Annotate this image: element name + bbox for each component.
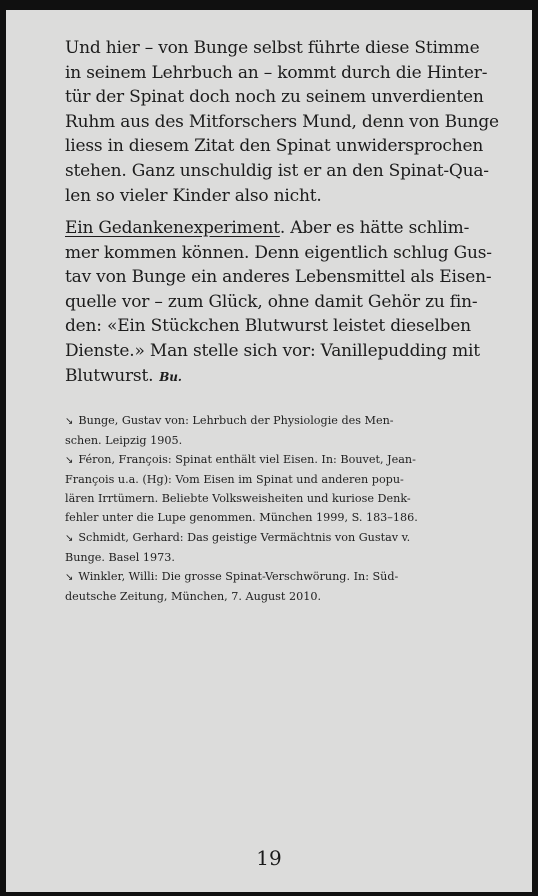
text-line xyxy=(65,216,492,241)
text-line: François u.a. (Hg): Vom Eisen im Spinat und anderen popu- xyxy=(65,473,404,487)
reference-item xyxy=(65,567,418,606)
section-heading: Ein Gedankenexperiment xyxy=(65,218,280,238)
book-page xyxy=(6,10,532,892)
text-line: Dienste.» Man stelle sich vor: Vanillepudding mit xyxy=(65,340,480,361)
text-line xyxy=(65,364,492,390)
text-line: lären Irrtümern. Beliebte Volksweisheiten und kuriose Denk- xyxy=(65,492,411,506)
paragraph-2 xyxy=(65,216,492,389)
text-line: fehler unter die Lupe genommen. München 1999, S. 183–186. xyxy=(65,511,418,525)
text-line: den: «Ein Stückchen Blutwurst leistet dieselben xyxy=(65,316,471,337)
text-line: schen. Leipzig 1905. xyxy=(65,434,183,448)
page-number: 19 xyxy=(256,846,282,870)
text-line: stehen. Ganz unschuldig ist er an den Spinat-Qua- xyxy=(65,160,489,181)
text-line: tav von Bunge ein anderes Lebensmittel als Eisen- xyxy=(65,267,492,288)
text-line: mer kommen können. Denn eigentlich schlug Gus- xyxy=(65,242,492,263)
text-fragment: . Aber es hätte schlim- xyxy=(279,218,470,238)
paragraph-1 xyxy=(65,36,499,208)
arrow-icon: ↘ xyxy=(65,416,74,427)
references-list xyxy=(65,411,418,606)
arrow-icon: ↘ xyxy=(65,455,74,467)
text-line: in seinem Lehrbuch an – kommt durch die Hinter- xyxy=(65,62,488,83)
arrow-icon: ↘ xyxy=(65,571,74,583)
text-line: quelle vor – zum Glück, ohne damit Gehör zu fin- xyxy=(65,291,478,312)
reference-item xyxy=(65,450,418,527)
text-line: ↘ Winkler, Willi: Die grosse Spinat-Verschwörung. In: Süd- xyxy=(65,569,399,583)
text-line: len so vieler Kinder also nicht. xyxy=(65,185,322,206)
text-line: Ruhm aus des Mitforschers Mund, denn von Bunge xyxy=(65,111,499,132)
text-line: liess in diesem Zitat den Spinat unwidersprochen xyxy=(65,136,484,157)
author-signature: Bu. xyxy=(159,369,182,384)
text-line: Bunge. Basel 1973. xyxy=(65,550,175,564)
text-fragment: Blutwurst. xyxy=(65,365,154,386)
text-line: deutsche Zeitung, München, 7. August 2010. xyxy=(65,589,322,603)
text-line: ↘ Bunge, Gustav von: Lehrbuch der Physiologie des Men- xyxy=(65,414,394,427)
reference-item xyxy=(65,528,418,567)
arrow-icon: ↘ xyxy=(65,532,74,544)
text-line: Und hier – von Bunge selbst führte diese Stimme xyxy=(65,38,480,58)
text-line: tür der Spinat doch noch zu seinem unverdienten xyxy=(65,87,484,108)
reference-item xyxy=(65,411,418,450)
text-line: ↘ Féron, François: Spinat enthält viel Eisen. In: Bouvet, Jean- xyxy=(65,453,416,467)
text-line: ↘ Schmidt, Gerhard: Das geistige Vermächtnis von Gustav v. xyxy=(65,530,411,544)
